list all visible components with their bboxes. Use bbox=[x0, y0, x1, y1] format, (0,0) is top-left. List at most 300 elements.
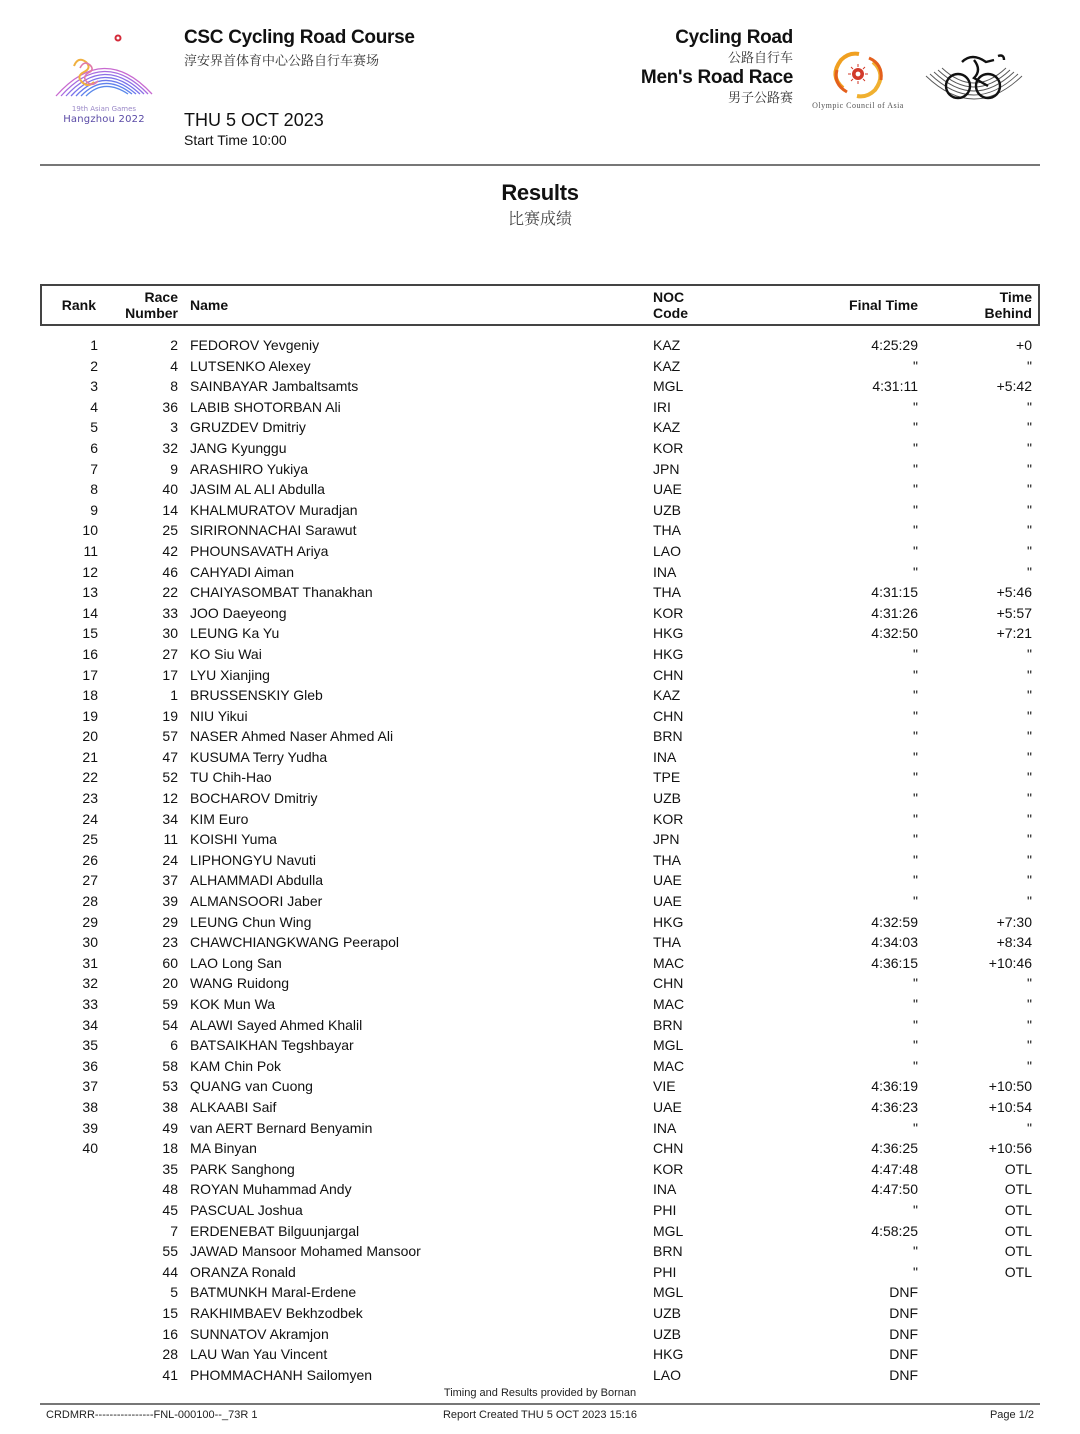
time-behind-cell: " bbox=[1027, 1016, 1032, 1033]
final-time-cell: " bbox=[913, 1263, 918, 1280]
venue-block bbox=[184, 27, 415, 69]
race-number-cell: 27 bbox=[162, 645, 178, 662]
discipline-name-zh: 公路自行车 bbox=[727, 50, 793, 65]
race-number-cell: 46 bbox=[162, 563, 178, 580]
noc-code-cell: MAC bbox=[653, 1057, 685, 1074]
final-time-cell: " bbox=[913, 748, 918, 765]
race-number-cell: 29 bbox=[162, 913, 178, 930]
athlete-name-cell: ALAWI Sayed Ahmed Khalil bbox=[190, 1016, 363, 1033]
results-table-header bbox=[40, 284, 1040, 326]
table-row bbox=[40, 1160, 1040, 1181]
final-time-cell: 4:36:15 bbox=[871, 954, 918, 971]
race-number-cell: 14 bbox=[162, 501, 178, 518]
report-created: Report Created THU 5 OCT 2023 15:16 bbox=[442, 1409, 638, 1421]
cycling-pictogram bbox=[924, 48, 1024, 110]
athlete-name-cell: LAU Wan Yau Vincent bbox=[190, 1346, 328, 1363]
cycling-road-pictogram-icon bbox=[924, 48, 1024, 110]
col-time-behind-line2: Behind bbox=[984, 305, 1032, 321]
noc-code-cell: JPN bbox=[653, 460, 680, 477]
noc-code-cell: UAE bbox=[653, 893, 682, 910]
athlete-name-cell: BRUSSENSKIY Gleb bbox=[190, 687, 323, 704]
noc-code-cell: IRI bbox=[653, 398, 671, 415]
athlete-name-cell: SAINBAYAR Jambaltsamts bbox=[190, 378, 359, 395]
noc-code-cell: MAC bbox=[653, 954, 685, 971]
time-behind-cell: OTL bbox=[1004, 1222, 1032, 1239]
games-logo-small-caption: 19th Asian Games bbox=[71, 105, 137, 113]
athlete-name-cell: FEDOROV Yevgeniy bbox=[190, 337, 320, 353]
table-row bbox=[40, 892, 1040, 913]
race-number-cell: 42 bbox=[162, 542, 178, 559]
timing-provider: Timing and Results provided by Bornan bbox=[443, 1387, 637, 1399]
race-number-cell: 2 bbox=[170, 337, 178, 353]
race-number-cell: 38 bbox=[162, 1098, 178, 1115]
athlete-name-cell: CHAIYASOMBAT Thanakhan bbox=[190, 584, 373, 601]
col-time-behind bbox=[922, 286, 1032, 324]
table-row bbox=[40, 336, 1040, 357]
col-final-time: Final Time bbox=[849, 297, 918, 313]
noc-code-cell: PHI bbox=[653, 1201, 677, 1218]
final-time-cell: 4:36:23 bbox=[871, 1098, 918, 1115]
race-number-cell: 9 bbox=[170, 460, 178, 477]
time-behind-cell: +10:56 bbox=[988, 1140, 1032, 1157]
race-number-cell: 11 bbox=[163, 831, 178, 848]
rank-cell: 30 bbox=[82, 934, 98, 951]
final-time-cell: " bbox=[913, 831, 918, 848]
col-name: Name bbox=[190, 297, 229, 313]
rank-cell: 38 bbox=[82, 1098, 98, 1115]
table-row bbox=[40, 1222, 1040, 1243]
noc-code-cell: THA bbox=[653, 584, 681, 601]
athlete-name-cell: KOK Mun Wa bbox=[190, 996, 276, 1012]
time-behind-cell: " bbox=[1027, 460, 1032, 477]
rank-cell: 25 bbox=[82, 831, 98, 848]
noc-code-cell: KOR bbox=[653, 1160, 684, 1177]
athlete-name-cell: NASER Ahmed Naser Ahmed Ali bbox=[190, 728, 394, 745]
final-time-cell: " bbox=[913, 666, 918, 683]
col-rank: Rank bbox=[61, 297, 96, 313]
document-code: CRDMRR----------------FNL-000100--_73R 1 bbox=[46, 1409, 258, 1421]
time-behind-cell: " bbox=[1027, 707, 1032, 724]
rank-cell: 27 bbox=[82, 872, 98, 889]
noc-code-cell: MGL bbox=[653, 1284, 684, 1301]
final-time-cell: " bbox=[913, 707, 918, 724]
noc-code-cell: BRN bbox=[653, 1243, 683, 1260]
noc-code-cell: JPN bbox=[653, 831, 680, 848]
rank-cell: 34 bbox=[82, 1016, 98, 1033]
rank-cell: 32 bbox=[82, 975, 98, 992]
athlete-name-cell: CAHYADI Aiman bbox=[190, 563, 294, 580]
noc-code-cell: CHN bbox=[653, 707, 684, 724]
rank-cell: 16 bbox=[82, 645, 98, 662]
table-row bbox=[40, 1057, 1040, 1078]
athlete-name-cell: PASCUAL Joshua bbox=[190, 1201, 303, 1218]
final-time-cell: " bbox=[913, 501, 918, 518]
time-behind-cell: " bbox=[1027, 522, 1032, 539]
final-time-cell: " bbox=[913, 419, 918, 436]
table-row bbox=[40, 563, 1040, 584]
final-time-cell: 4:31:26 bbox=[871, 604, 918, 621]
race-number-cell: 52 bbox=[162, 769, 178, 786]
time-behind-cell: " bbox=[1027, 419, 1032, 436]
table-row bbox=[40, 1036, 1040, 1057]
athlete-name-cell: JASIM AL ALI Abdulla bbox=[190, 481, 325, 498]
table-row bbox=[40, 1098, 1040, 1119]
col-time-behind-line1: Time bbox=[999, 289, 1032, 305]
time-behind-cell: " bbox=[1027, 893, 1032, 910]
rank-cell: 20 bbox=[82, 728, 98, 745]
final-time-cell: 4:31:15 bbox=[871, 584, 918, 601]
athlete-name-cell: LABIB SHOTORBAN Ali bbox=[190, 398, 341, 415]
rank-cell: 6 bbox=[90, 439, 98, 456]
final-time-cell: DNF bbox=[889, 1325, 918, 1342]
race-number-cell: 12 bbox=[162, 790, 178, 807]
athlete-name-cell: KHALMURATOV Muradjan bbox=[190, 501, 358, 518]
table-row bbox=[40, 1242, 1040, 1263]
final-time-cell: " bbox=[913, 975, 918, 992]
time-behind-cell: " bbox=[1027, 439, 1032, 456]
noc-code-cell: UZB bbox=[653, 501, 681, 518]
race-number-cell: 18 bbox=[162, 1140, 178, 1157]
race-number-cell: 48 bbox=[162, 1181, 178, 1198]
final-time-cell: " bbox=[913, 728, 918, 745]
athlete-name-cell: ALHAMMADI Abdulla bbox=[190, 872, 324, 889]
table-row bbox=[40, 933, 1040, 954]
final-time-cell: DNF bbox=[889, 1284, 918, 1301]
oca-logo bbox=[803, 48, 913, 112]
table-row bbox=[40, 707, 1040, 728]
time-behind-cell: " bbox=[1027, 563, 1032, 580]
race-number-cell: 60 bbox=[162, 954, 178, 971]
rank-cell: 31 bbox=[82, 954, 98, 971]
table-row bbox=[40, 604, 1040, 625]
final-time-cell: " bbox=[913, 872, 918, 889]
time-behind-cell: " bbox=[1027, 810, 1032, 827]
footer-divider bbox=[40, 1403, 1040, 1405]
results-table-body bbox=[40, 336, 1040, 1386]
race-number-cell: 53 bbox=[162, 1078, 178, 1095]
noc-code-cell: MGL bbox=[653, 1222, 684, 1239]
venue-name: CSC Cycling Road Course bbox=[184, 27, 415, 48]
final-time-cell: " bbox=[913, 398, 918, 415]
race-number-cell: 47 bbox=[162, 748, 178, 765]
athlete-name-cell: GRUZDEV Dmitriy bbox=[190, 419, 306, 436]
athlete-name-cell: CHAWCHIANGKWANG Peerapol bbox=[190, 934, 400, 951]
report-header bbox=[0, 0, 1080, 170]
noc-code-cell: MGL bbox=[653, 1037, 684, 1054]
final-time-cell: " bbox=[913, 687, 918, 704]
table-row bbox=[40, 501, 1040, 522]
rank-cell: 37 bbox=[82, 1078, 98, 1095]
athlete-name-cell: LIPHONGYU Navuti bbox=[190, 851, 317, 868]
noc-code-cell: KOR bbox=[653, 810, 684, 827]
rank-cell: 4 bbox=[90, 398, 98, 415]
table-row bbox=[40, 1325, 1040, 1346]
final-time-cell: 4:25:29 bbox=[871, 337, 918, 353]
athlete-name-cell: BATMUNKH Maral-Erdene bbox=[190, 1284, 357, 1301]
race-number-cell: 22 bbox=[162, 584, 178, 601]
athlete-name-cell: JOO Daeyeong bbox=[190, 604, 287, 621]
noc-code-cell: THA bbox=[653, 934, 681, 951]
final-time-cell: " bbox=[913, 645, 918, 662]
time-behind-cell: " bbox=[1027, 1119, 1032, 1136]
athlete-name-cell: NIU Yikui bbox=[190, 707, 248, 724]
athlete-name-cell: ERDENEBAT Bilguunjargal bbox=[190, 1222, 360, 1239]
race-number-cell: 37 bbox=[162, 872, 178, 889]
noc-code-cell: INA bbox=[653, 748, 677, 765]
race-number-cell: 25 bbox=[162, 522, 178, 539]
noc-code-cell: KAZ bbox=[653, 337, 681, 353]
final-time-cell: " bbox=[913, 439, 918, 456]
athlete-name-cell: PHOUNSAVATH Ariya bbox=[190, 542, 329, 559]
table-row bbox=[40, 1180, 1040, 1201]
final-time-cell: " bbox=[913, 996, 918, 1012]
table-row bbox=[40, 418, 1040, 439]
discipline-name: Cycling Road bbox=[675, 27, 793, 48]
time-behind-cell: " bbox=[1027, 481, 1032, 498]
time-behind-cell: " bbox=[1027, 748, 1032, 765]
final-time-cell: 4:32:50 bbox=[871, 625, 918, 642]
rank-cell: 28 bbox=[82, 893, 98, 910]
event-block bbox=[641, 27, 793, 107]
report-title bbox=[0, 180, 1080, 229]
athlete-name-cell: MA Binyan bbox=[190, 1140, 257, 1157]
final-time-cell: " bbox=[913, 1016, 918, 1033]
table-row bbox=[40, 1345, 1040, 1366]
race-number-cell: 4 bbox=[170, 357, 178, 374]
final-time-cell: 4:58:25 bbox=[871, 1222, 918, 1239]
table-row bbox=[40, 398, 1040, 419]
race-number-cell: 49 bbox=[162, 1119, 178, 1136]
noc-code-cell: THA bbox=[653, 851, 681, 868]
race-number-cell: 17 bbox=[162, 666, 178, 683]
final-time-cell: DNF bbox=[889, 1346, 918, 1363]
col-race-number-line2: Number bbox=[125, 305, 178, 321]
event-name: Men's Road Race bbox=[640, 67, 793, 88]
final-time-cell: " bbox=[913, 810, 918, 827]
race-number-cell: 15 bbox=[162, 1304, 178, 1321]
table-row bbox=[40, 1283, 1040, 1304]
table-row bbox=[40, 645, 1040, 666]
rank-cell: 17 bbox=[82, 666, 98, 683]
athlete-name-cell: KUSUMA Terry Yudha bbox=[190, 748, 328, 765]
race-number-cell: 33 bbox=[162, 604, 178, 621]
noc-code-cell: LAO bbox=[653, 1366, 682, 1383]
time-behind-cell: " bbox=[1027, 398, 1032, 415]
time-behind-cell: " bbox=[1027, 357, 1032, 374]
table-row bbox=[40, 789, 1040, 810]
noc-code-cell: LAO bbox=[653, 542, 682, 559]
athlete-name-cell: ALMANSOORI Jaber bbox=[190, 893, 323, 910]
rank-cell: 1 bbox=[90, 337, 98, 353]
race-number-cell: 35 bbox=[162, 1160, 178, 1177]
rank-cell: 26 bbox=[82, 851, 98, 868]
time-behind-cell: OTL bbox=[1004, 1243, 1032, 1260]
race-number-cell: 32 bbox=[162, 439, 178, 456]
athlete-name-cell: PHOMMACHANH Sailomyen bbox=[190, 1366, 373, 1383]
athlete-name-cell: ARASHIRO Yukiya bbox=[190, 460, 309, 477]
noc-code-cell: KAZ bbox=[653, 357, 681, 374]
athlete-name-cell: KO Siu Wai bbox=[190, 645, 262, 662]
time-behind-cell: " bbox=[1027, 831, 1032, 848]
athlete-name-cell: LUTSENKO Alexey bbox=[190, 357, 311, 374]
rank-cell: 22 bbox=[82, 769, 98, 786]
noc-code-cell: HKG bbox=[653, 645, 684, 662]
rank-cell: 39 bbox=[82, 1119, 98, 1136]
time-behind-cell: +7:21 bbox=[996, 625, 1032, 642]
athlete-name-cell: BOCHAROV Dmitriy bbox=[190, 790, 318, 807]
noc-code-cell: HKG bbox=[653, 1346, 684, 1363]
noc-code-cell: UZB bbox=[653, 790, 681, 807]
race-number-cell: 7 bbox=[170, 1222, 178, 1239]
rank-cell: 13 bbox=[82, 584, 98, 601]
noc-code-cell: KOR bbox=[653, 439, 684, 456]
noc-code-cell: BRN bbox=[653, 1016, 683, 1033]
col-noc-line1: NOC bbox=[653, 289, 685, 305]
final-time-cell: " bbox=[913, 563, 918, 580]
athlete-name-cell: LEUNG Ka Yu bbox=[190, 625, 280, 642]
noc-code-cell: MGL bbox=[653, 378, 684, 395]
time-behind-cell: " bbox=[1027, 1037, 1032, 1054]
table-row bbox=[40, 460, 1040, 481]
noc-code-cell: UAE bbox=[653, 1098, 682, 1115]
rank-cell: 15 bbox=[82, 625, 98, 642]
time-behind-cell: OTL bbox=[1004, 1201, 1032, 1218]
race-number-cell: 6 bbox=[170, 1037, 178, 1054]
col-noc-line2: Code bbox=[653, 305, 688, 321]
race-number-cell: 3 bbox=[170, 419, 178, 436]
final-time-cell: " bbox=[913, 1057, 918, 1074]
athlete-name-cell: JAWAD Mansoor Mohamed Mansoor bbox=[190, 1243, 421, 1260]
time-behind-cell: " bbox=[1027, 542, 1032, 559]
table-row bbox=[40, 1077, 1040, 1098]
time-behind-cell: " bbox=[1027, 501, 1032, 518]
rank-cell: 40 bbox=[82, 1140, 98, 1157]
table-row bbox=[40, 1201, 1040, 1222]
noc-code-cell: HKG bbox=[653, 625, 684, 642]
table-row bbox=[40, 1263, 1040, 1284]
page-number: Page 1/2 bbox=[989, 1409, 1034, 1421]
time-behind-cell: +10:46 bbox=[988, 954, 1032, 971]
report-title-zh: 比赛成绩 bbox=[507, 211, 572, 228]
time-behind-cell: +5:42 bbox=[996, 378, 1032, 395]
rank-cell: 18 bbox=[82, 687, 98, 704]
rank-cell: 33 bbox=[82, 996, 98, 1012]
final-time-cell: " bbox=[913, 1119, 918, 1136]
event-name-zh: 男子公路赛 bbox=[727, 90, 793, 105]
noc-code-cell: HKG bbox=[653, 913, 684, 930]
athlete-name-cell: van AERT Bernard Benyamin bbox=[190, 1119, 373, 1136]
athlete-name-cell: KOISHI Yuma bbox=[190, 831, 277, 848]
rank-cell: 14 bbox=[82, 604, 98, 621]
time-behind-cell: +7:30 bbox=[996, 913, 1032, 930]
athlete-name-cell: KIM Euro bbox=[190, 810, 249, 827]
athlete-name-cell: LEUNG Chun Wing bbox=[190, 913, 312, 930]
final-time-cell: " bbox=[913, 1201, 918, 1218]
athlete-name-cell: SIRIRONNACHAI Sarawut bbox=[190, 522, 357, 539]
time-behind-cell: " bbox=[1027, 1057, 1032, 1074]
noc-code-cell: INA bbox=[653, 563, 677, 580]
time-behind-cell: +10:50 bbox=[988, 1078, 1032, 1095]
athlete-name-cell: LYU Xianjing bbox=[190, 666, 270, 683]
noc-code-cell: THA bbox=[653, 522, 681, 539]
race-number-cell: 54 bbox=[162, 1016, 178, 1033]
table-row bbox=[40, 830, 1040, 851]
race-number-cell: 40 bbox=[162, 481, 178, 498]
race-number-cell: 28 bbox=[162, 1346, 178, 1363]
hangzhou-2022-logo bbox=[52, 28, 156, 128]
header-divider bbox=[40, 164, 1040, 166]
final-time-cell: 4:34:03 bbox=[871, 934, 918, 951]
race-number-cell: 24 bbox=[162, 851, 178, 868]
table-row bbox=[40, 377, 1040, 398]
table-row bbox=[40, 624, 1040, 645]
time-behind-cell: +10:54 bbox=[988, 1098, 1032, 1115]
time-behind-cell: " bbox=[1027, 851, 1032, 868]
table-row bbox=[40, 768, 1040, 789]
table-row bbox=[40, 1016, 1040, 1037]
col-noc-code bbox=[653, 286, 713, 324]
final-time-cell: " bbox=[913, 481, 918, 498]
hangzhou-games-emblem-icon bbox=[52, 28, 156, 106]
noc-code-cell: INA bbox=[653, 1181, 677, 1198]
noc-code-cell: VIE bbox=[653, 1078, 676, 1095]
rank-cell: 10 bbox=[82, 522, 98, 539]
noc-code-cell: UAE bbox=[653, 872, 682, 889]
table-row bbox=[40, 1139, 1040, 1160]
rank-cell: 11 bbox=[83, 542, 98, 559]
time-behind-cell: OTL bbox=[1004, 1181, 1032, 1198]
noc-code-cell: UZB bbox=[653, 1325, 681, 1342]
athlete-name-cell: JANG Kyunggu bbox=[190, 439, 287, 456]
col-race-number bbox=[102, 286, 178, 324]
race-number-cell: 1 bbox=[170, 687, 178, 704]
race-number-cell: 34 bbox=[162, 810, 178, 827]
table-row bbox=[40, 810, 1040, 831]
race-number-cell: 20 bbox=[162, 975, 178, 992]
race-number-cell: 59 bbox=[162, 996, 178, 1012]
athlete-name-cell: WANG Ruidong bbox=[190, 975, 290, 992]
time-behind-cell: " bbox=[1027, 728, 1032, 745]
rank-cell: 8 bbox=[90, 481, 98, 498]
time-behind-cell: +5:46 bbox=[996, 584, 1032, 601]
noc-code-cell: KOR bbox=[653, 604, 684, 621]
time-behind-cell: OTL bbox=[1004, 1263, 1032, 1280]
final-time-cell: " bbox=[913, 893, 918, 910]
athlete-name-cell: ROYAN Muhammad Andy bbox=[190, 1181, 352, 1198]
final-time-cell: DNF bbox=[889, 1366, 918, 1383]
final-time-cell: 4:47:48 bbox=[871, 1160, 918, 1177]
final-time-cell: 4:31:11 bbox=[872, 378, 918, 395]
time-behind-cell: " bbox=[1027, 769, 1032, 786]
noc-code-cell: CHN bbox=[653, 1140, 684, 1157]
start-time: Start Time 10:00 bbox=[184, 132, 287, 148]
time-behind-cell: +0 bbox=[1016, 337, 1032, 353]
noc-code-cell: CHN bbox=[653, 666, 684, 683]
final-time-cell: " bbox=[913, 522, 918, 539]
oca-caption: Olympic Council of Asia bbox=[812, 101, 904, 110]
race-number-cell: 45 bbox=[162, 1201, 178, 1218]
table-row bbox=[40, 871, 1040, 892]
final-time-cell: DNF bbox=[889, 1304, 918, 1321]
table-row bbox=[40, 974, 1040, 995]
athlete-name-cell: LAO Long San bbox=[190, 954, 282, 971]
race-number-cell: 23 bbox=[162, 934, 178, 951]
table-row bbox=[40, 666, 1040, 687]
rank-cell: 5 bbox=[90, 419, 98, 436]
time-behind-cell: " bbox=[1027, 975, 1032, 992]
race-number-cell: 41 bbox=[162, 1366, 178, 1383]
time-behind-cell: +5:57 bbox=[996, 604, 1032, 621]
